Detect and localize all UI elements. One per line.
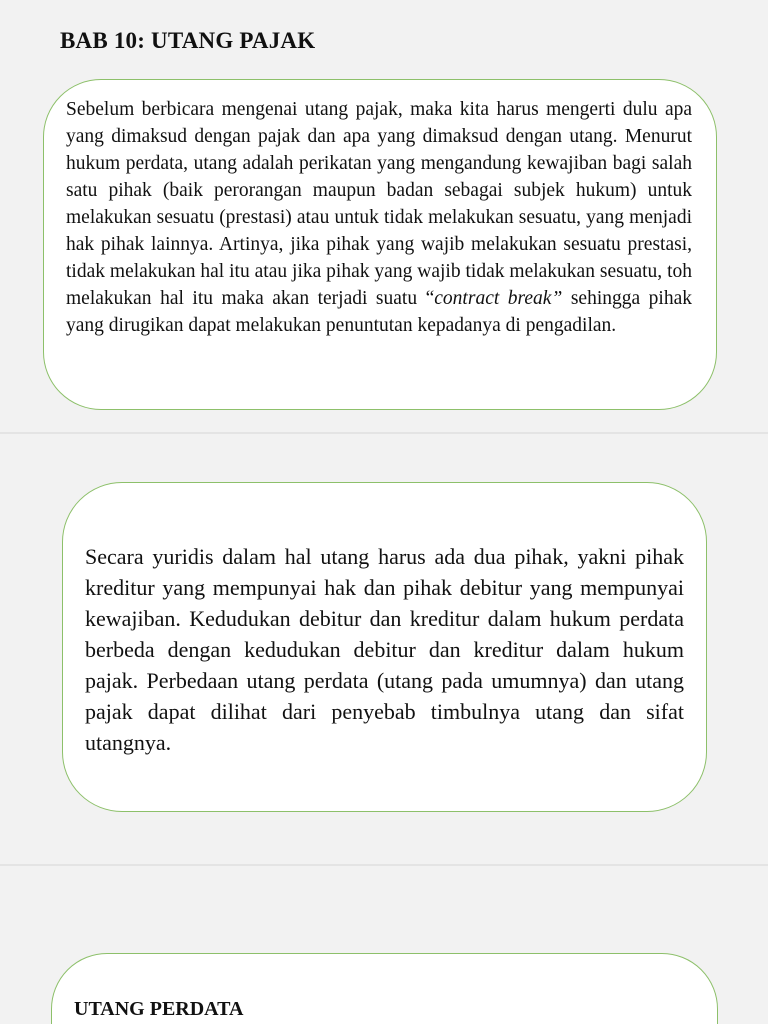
section-heading: UTANG PERDATA [74, 998, 244, 1020]
slide-3 [0, 866, 768, 1024]
definition-text-end: sehingga pihak yang dirugikan dapat melakukan penuntutan kepadanya di pengadilan. [66, 288, 692, 336]
utang-perdata-card [51, 953, 718, 1024]
definition-card [43, 79, 717, 410]
parties-paragraph: Secara yuridis dalam hal utang harus ada dua pihak, yakni pihak kreditur yang mempunyai hak dan pihak debitur yang mempunyai kewajiban. Kedudukan debitur dan kreditur dalam hukum perdata berbeda dengan kedudukan debitur dan kreditur dalam hukum pajak. Perbedaan utang perdata (utang pada umumnya) dan utang pajak dapat dilihat dari penyebab timbulnya utang dan sifat utangnya. [85, 544, 684, 755]
definition-italic-term: contract break” [434, 288, 563, 309]
chapter-title: BAB 10: UTANG PAJAK [60, 28, 316, 53]
definition-text-start: Sebelum berbicara mengenai utang pajak, maka kita harus mengerti dulu apa yang dimaksud dengan pajak dan apa yang dimaksud dengan utang. Menurut hukum perdata, utang adalah perikatan yang mengandung kewajiban bagi salah satu pihak (baik perorangan maupun badan sebagai subjek hukum) untuk melakukan sesuatu (prestasi) atau untuk tidak melakukan sesuatu, yang menjadi hak pihak lainnya. Artinya, jika pihak yang wajib melakukan sesuatu prestasi, tidak melakukan hal itu atau jika pihak yang wajib tidak melakukan sesuatu, toh melakukan hal itu maka akan terjadi suatu “ [66, 99, 692, 309]
slide-2 [0, 434, 768, 864]
definition-paragraph [66, 96, 692, 339]
slide-1 [0, 0, 768, 432]
parties-card [62, 482, 707, 812]
